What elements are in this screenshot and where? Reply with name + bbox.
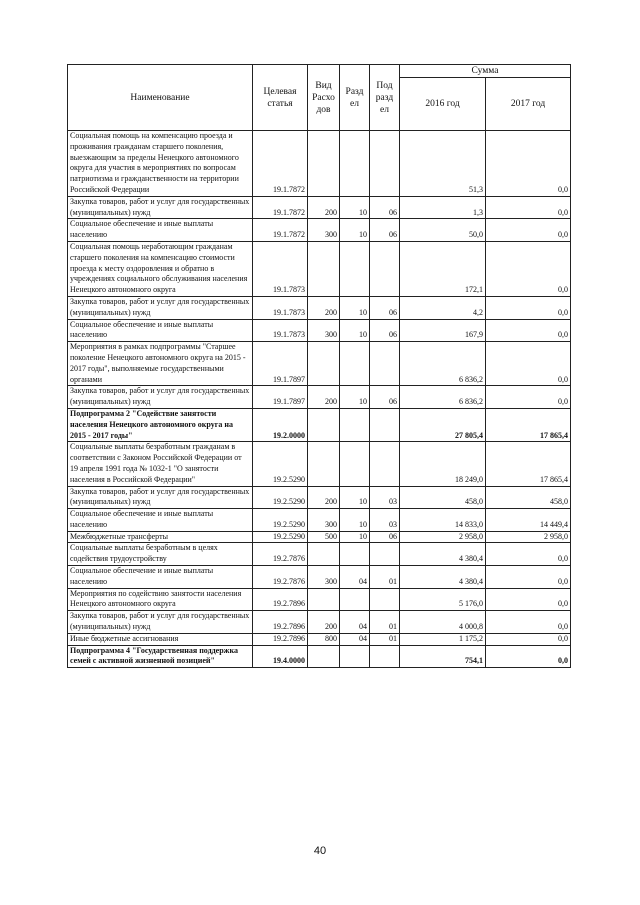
row-kind <box>308 131 340 197</box>
row-subsection: 03 <box>370 509 400 532</box>
row-amount-2016: 1 175,2 <box>400 633 486 645</box>
row-kind <box>308 442 340 486</box>
table-row <box>68 219 571 242</box>
row-target-code: 19.2.5290 <box>253 442 308 486</box>
row-amount-2016: 6 836,2 <box>400 342 486 386</box>
row-amount-2017: 0,0 <box>486 588 571 611</box>
row-name: Социальное обеспечение и иные выплаты населению <box>68 566 253 589</box>
row-section: 10 <box>340 319 370 342</box>
table-row <box>68 196 571 219</box>
row-subsection <box>370 442 400 486</box>
budget-table <box>67 64 571 668</box>
row-target-code: 19.1.7897 <box>253 342 308 386</box>
row-section <box>340 408 370 441</box>
header-year1: 2016 год <box>400 78 486 131</box>
row-target-code: 19.2.7876 <box>253 543 308 566</box>
table-row <box>68 442 571 486</box>
row-section: 10 <box>340 196 370 219</box>
row-subsection: 01 <box>370 566 400 589</box>
row-amount-2017: 0,0 <box>486 131 571 197</box>
row-amount-2017: 0,0 <box>486 386 571 409</box>
row-amount-2016: 6 836,2 <box>400 386 486 409</box>
row-name: Закупка товаров, работ и услуг для государственных (муниципальных) нужд <box>68 196 253 219</box>
row-amount-2016: 754,1 <box>400 645 486 668</box>
row-amount-2016: 2 958,0 <box>400 531 486 543</box>
row-section <box>340 442 370 486</box>
row-kind: 300 <box>308 319 340 342</box>
row-subsection: 06 <box>370 531 400 543</box>
row-target-code: 19.1.7873 <box>253 319 308 342</box>
row-kind: 500 <box>308 531 340 543</box>
header-year2: 2017 год <box>486 78 571 131</box>
row-subsection <box>370 543 400 566</box>
row-section: 10 <box>340 386 370 409</box>
row-section: 10 <box>340 296 370 319</box>
row-section <box>340 543 370 566</box>
row-kind: 800 <box>308 633 340 645</box>
row-target-code: 19.4.0000 <box>253 645 308 668</box>
row-kind: 200 <box>308 486 340 509</box>
row-target-code: 19.1.7873 <box>253 296 308 319</box>
row-amount-2017: 0,0 <box>486 241 571 296</box>
row-target-code: 19.2.7896 <box>253 633 308 645</box>
row-amount-2016: 50,0 <box>400 219 486 242</box>
table-row <box>68 296 571 319</box>
row-amount-2017: 0,0 <box>486 319 571 342</box>
row-subsection <box>370 645 400 668</box>
row-name: Социальное обеспечение и иные выплаты населению <box>68 509 253 532</box>
row-subsection <box>370 408 400 441</box>
row-name: Социальная помощь на компенсацию проезда и проживания гражданам старшего поколения, выезжающим за пределы Ненецкого автономного округа для участия в мероприятиях по вопросам патриотизма и гражданственности на территории Российской Федерации <box>68 131 253 197</box>
row-kind: 200 <box>308 386 340 409</box>
row-name: Социальное обеспечение и иные выплаты населению <box>68 219 253 242</box>
row-amount-2016: 458,0 <box>400 486 486 509</box>
row-name: Подпрограмма 2 "Содействие занятости населения Ненецкого автономного округа на 2015 - 2017 годы" <box>68 408 253 441</box>
row-target-code: 19.2.5290 <box>253 486 308 509</box>
row-amount-2016: 14 833,0 <box>400 509 486 532</box>
table-row <box>68 645 571 668</box>
row-amount-2017: 0,0 <box>486 633 571 645</box>
row-kind: 300 <box>308 566 340 589</box>
row-subsection <box>370 131 400 197</box>
row-section <box>340 645 370 668</box>
row-target-code: 19.1.7872 <box>253 131 308 197</box>
row-kind <box>308 408 340 441</box>
row-target-code: 19.1.7873 <box>253 241 308 296</box>
header-sum: Сумма <box>400 65 571 78</box>
row-subsection: 01 <box>370 633 400 645</box>
row-target-code: 19.1.7897 <box>253 386 308 409</box>
row-target-code: 19.2.7896 <box>253 611 308 634</box>
table-row <box>68 633 571 645</box>
row-kind: 200 <box>308 296 340 319</box>
row-name: Иные бюджетные ассигнования <box>68 633 253 645</box>
table-row <box>68 241 571 296</box>
row-kind: 300 <box>308 509 340 532</box>
row-name: Социальное обеспечение и иные выплаты населению <box>68 319 253 342</box>
row-section: 10 <box>340 531 370 543</box>
header-subsection: Под разд ел <box>370 65 400 131</box>
header-target: Целевая статья <box>253 65 308 131</box>
table-row <box>68 543 571 566</box>
row-name: Социальная помощь неработающим гражданам старшего поколения на компенсацию стоимости проезда к месту оздоровления и обратно в учреждениях социального обслуживания населения Ненецкого автономного округа <box>68 241 253 296</box>
table-row <box>68 566 571 589</box>
row-amount-2017: 0,0 <box>486 296 571 319</box>
row-target-code: 19.2.5290 <box>253 531 308 543</box>
row-section <box>340 241 370 296</box>
row-subsection <box>370 342 400 386</box>
row-name: Мероприятия в рамках подпрограммы "Старшее поколение Ненецкого автономного округа на 2015 - 2017 годы", выполняемые государственными органами <box>68 342 253 386</box>
header-name: Наименование <box>68 65 253 131</box>
row-name: Социальные выплаты безработным в целях содействия трудоустройству <box>68 543 253 566</box>
row-section: 10 <box>340 486 370 509</box>
row-name: Мероприятия по содействию занятости населения Ненецкого автономного округа <box>68 588 253 611</box>
row-kind: 200 <box>308 196 340 219</box>
row-amount-2017: 0,0 <box>486 645 571 668</box>
row-amount-2016: 167,9 <box>400 319 486 342</box>
table-row <box>68 509 571 532</box>
row-kind <box>308 645 340 668</box>
row-amount-2016: 27 805,4 <box>400 408 486 441</box>
row-subsection: 06 <box>370 296 400 319</box>
row-amount-2017: 0,0 <box>486 342 571 386</box>
row-subsection <box>370 241 400 296</box>
row-subsection: 06 <box>370 386 400 409</box>
row-amount-2017: 2 958,0 <box>486 531 571 543</box>
row-kind <box>308 543 340 566</box>
table-row <box>68 531 571 543</box>
row-subsection: 01 <box>370 611 400 634</box>
row-name: Закупка товаров, работ и услуг для государственных (муниципальных) нужд <box>68 296 253 319</box>
row-amount-2016: 1,3 <box>400 196 486 219</box>
row-subsection: 06 <box>370 196 400 219</box>
row-amount-2016: 4 000,8 <box>400 611 486 634</box>
row-amount-2017: 0,0 <box>486 566 571 589</box>
row-amount-2016: 18 249,0 <box>400 442 486 486</box>
row-target-code: 19.1.7872 <box>253 196 308 219</box>
row-section: 10 <box>340 509 370 532</box>
row-kind: 200 <box>308 611 340 634</box>
row-section: 10 <box>340 219 370 242</box>
row-kind <box>308 342 340 386</box>
row-amount-2016: 172,1 <box>400 241 486 296</box>
row-section <box>340 131 370 197</box>
row-subsection: 06 <box>370 219 400 242</box>
table-row <box>68 319 571 342</box>
row-section <box>340 588 370 611</box>
page-number: 40 <box>313 845 327 857</box>
table-row <box>68 386 571 409</box>
table-row <box>68 408 571 441</box>
row-name: Закупка товаров, работ и услуг для государственных (муниципальных) нужд <box>68 486 253 509</box>
row-amount-2016: 5 176,0 <box>400 588 486 611</box>
row-kind <box>308 588 340 611</box>
row-amount-2016: 4,2 <box>400 296 486 319</box>
row-amount-2017: 0,0 <box>486 219 571 242</box>
row-amount-2016: 4 380,4 <box>400 566 486 589</box>
header-kind: Вид Расхо дов <box>308 65 340 131</box>
row-amount-2017: 17 865,4 <box>486 408 571 441</box>
row-amount-2016: 51,3 <box>400 131 486 197</box>
row-target-code: 19.2.7896 <box>253 588 308 611</box>
row-amount-2017: 0,0 <box>486 196 571 219</box>
row-target-code: 19.1.7872 <box>253 219 308 242</box>
row-name: Межбюджетные трансферты <box>68 531 253 543</box>
row-section <box>340 342 370 386</box>
table-row <box>68 342 571 386</box>
row-section: 04 <box>340 611 370 634</box>
row-name: Подпрограмма 4 "Государственная поддержка семей с активной жизненной позицией" <box>68 645 253 668</box>
row-amount-2017: 458,0 <box>486 486 571 509</box>
table-row <box>68 588 571 611</box>
row-amount-2017: 0,0 <box>486 543 571 566</box>
row-target-code: 19.2.5290 <box>253 509 308 532</box>
row-amount-2017: 0,0 <box>486 611 571 634</box>
row-kind <box>308 241 340 296</box>
row-target-code: 19.2.7876 <box>253 566 308 589</box>
header-section: Разд ел <box>340 65 370 131</box>
row-name: Закупка товаров, работ и услуг для государственных (муниципальных) нужд <box>68 386 253 409</box>
table-row <box>68 131 571 197</box>
table-row <box>68 611 571 634</box>
row-amount-2017: 17 865,4 <box>486 442 571 486</box>
row-section: 04 <box>340 633 370 645</box>
row-subsection: 03 <box>370 486 400 509</box>
table-row <box>68 486 571 509</box>
row-subsection <box>370 588 400 611</box>
row-target-code: 19.2.0000 <box>253 408 308 441</box>
row-subsection: 06 <box>370 319 400 342</box>
row-section: 04 <box>340 566 370 589</box>
row-kind: 300 <box>308 219 340 242</box>
row-amount-2017: 14 449,4 <box>486 509 571 532</box>
row-name: Социальные выплаты безработным гражданам в соответствии с Законом Российской Федерации от 19 апреля 1991 года № 1032-1 "О занятости населения в Российской Федерации" <box>68 442 253 486</box>
row-amount-2016: 4 380,4 <box>400 543 486 566</box>
row-name: Закупка товаров, работ и услуг для государственных (муниципальных) нужд <box>68 611 253 634</box>
